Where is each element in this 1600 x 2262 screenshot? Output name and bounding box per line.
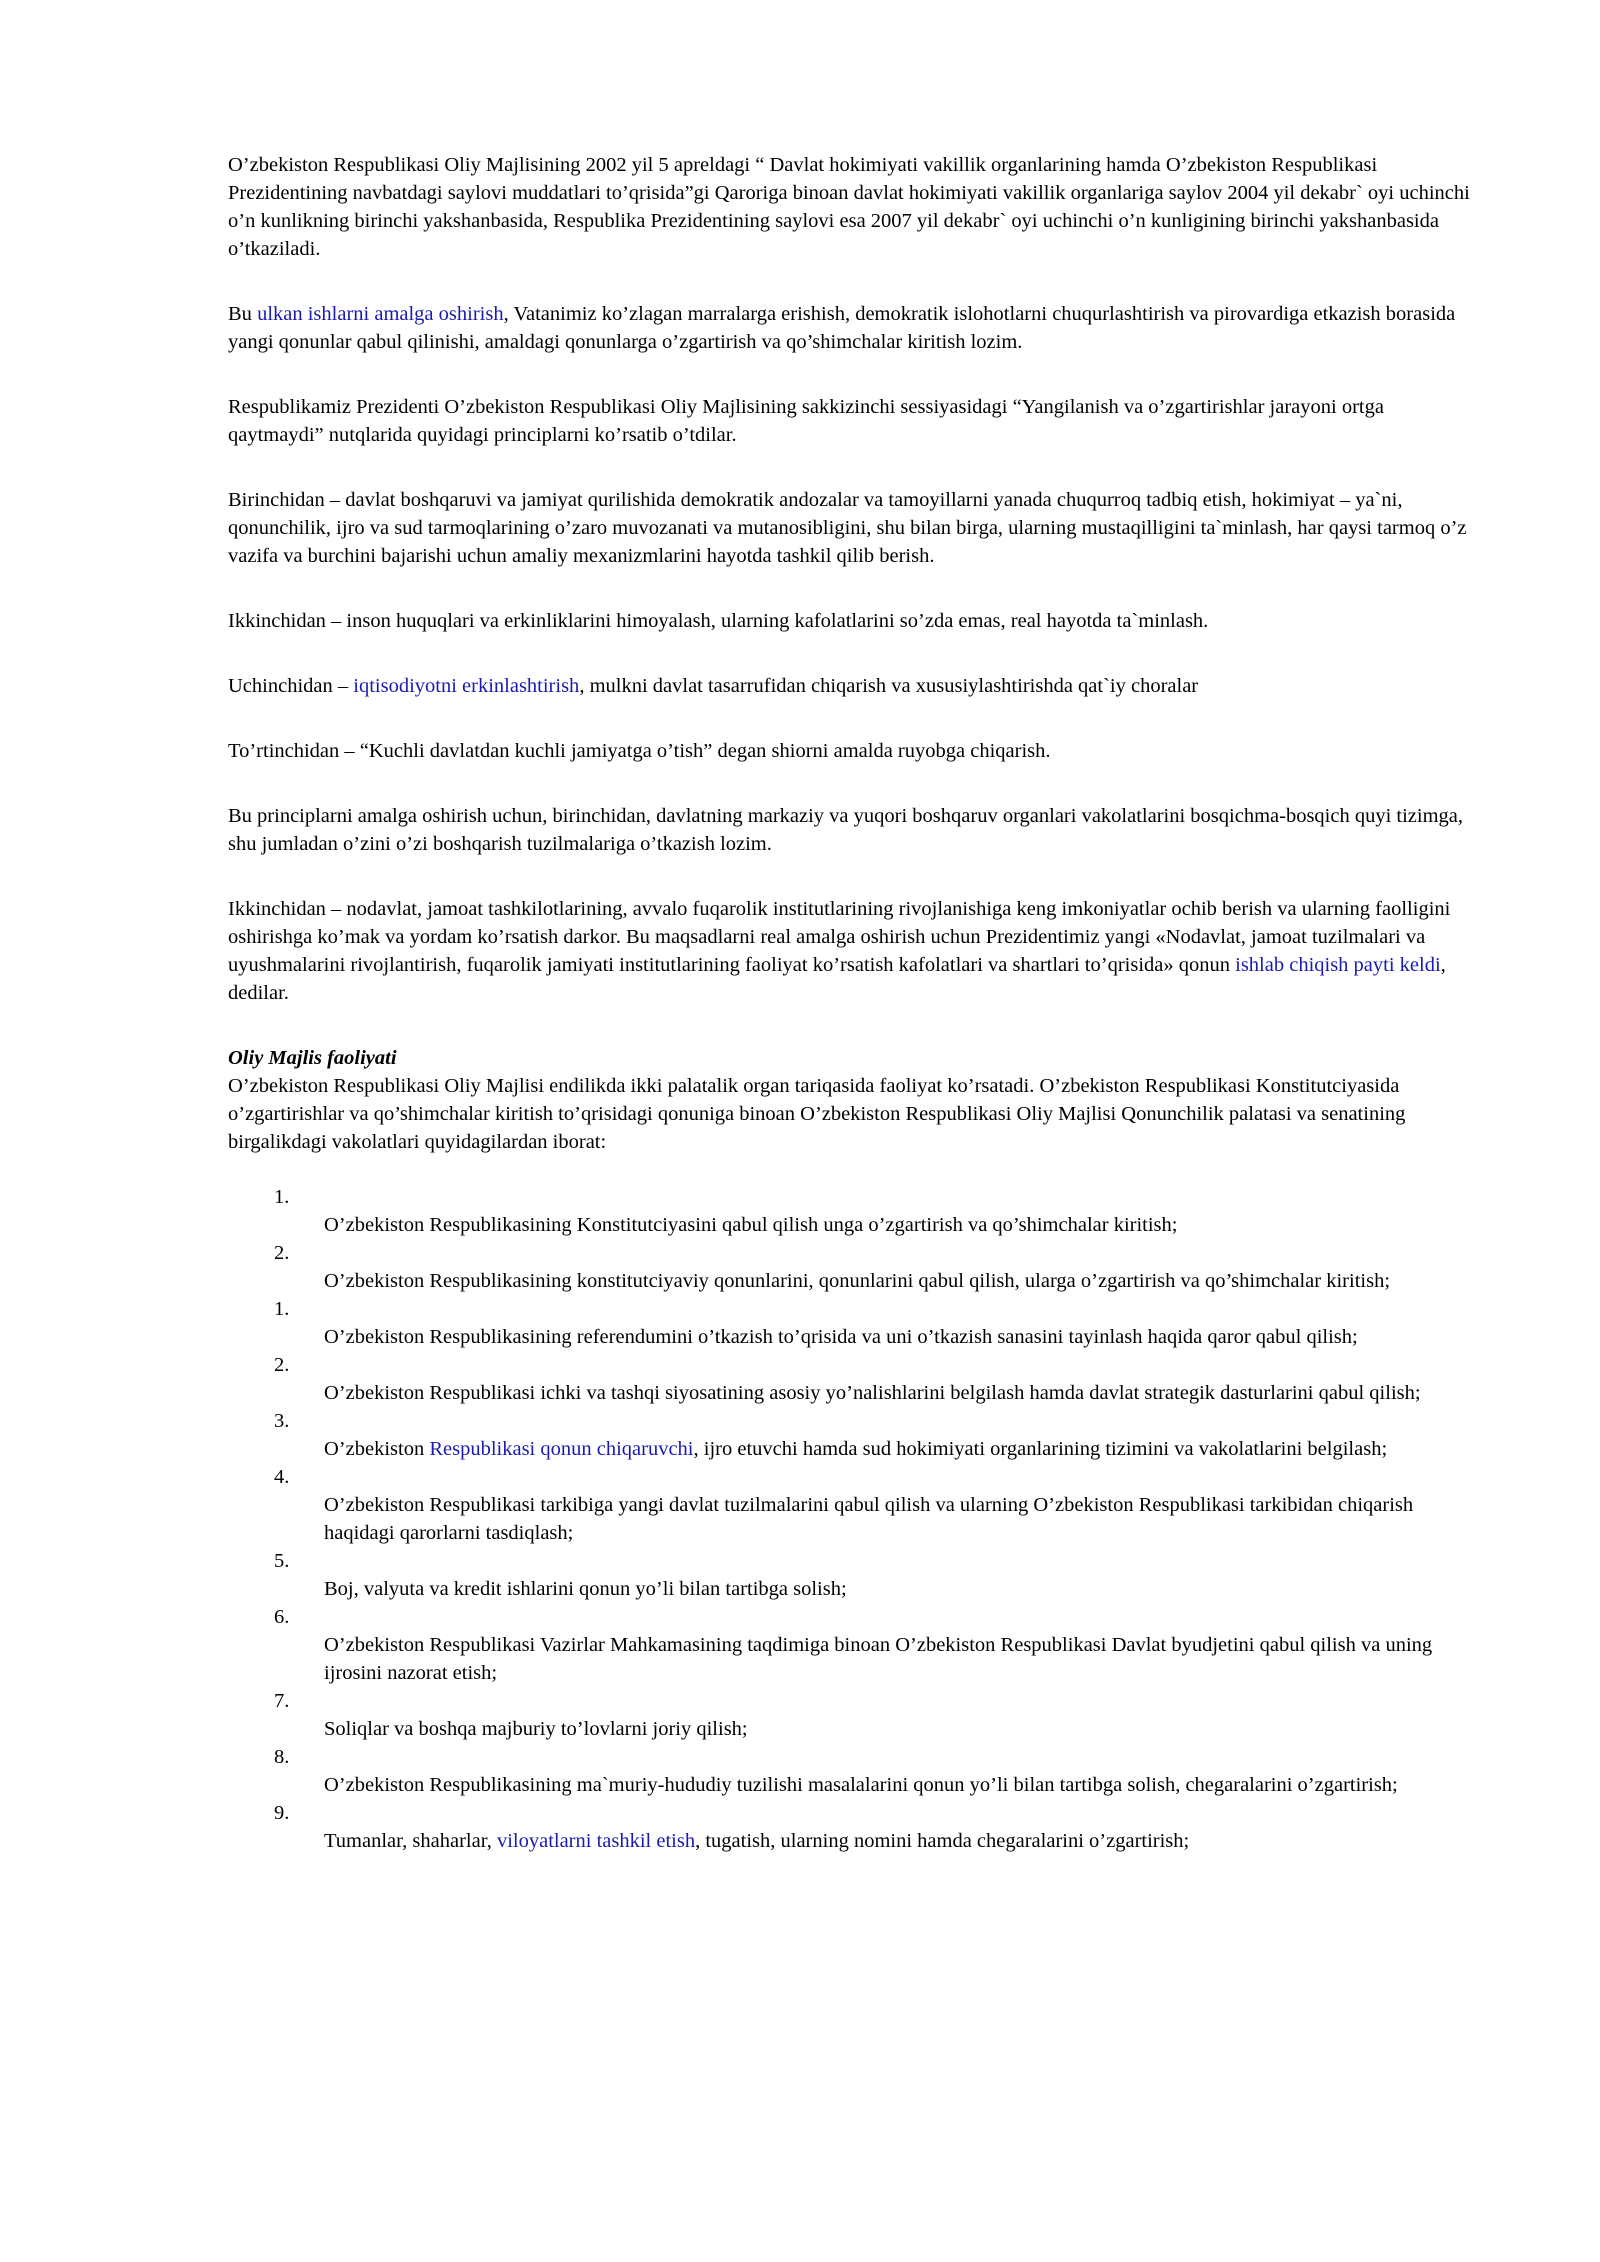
list-item-number: 2. xyxy=(274,1242,290,1264)
list-item-text: Boj, valyuta va kredit ishlarini qonun yo’li bilan tartibga solish; xyxy=(324,1578,847,1600)
paragraph-implementation: Bu principlarni amalga oshirish uchun, birinchidan, davlatning markaziy va yuqori boshqaruv organlari vakolatlarini bosqichma-bosqich quyi tizimga, shu jumladan o’zini o’zi boshqarish tuzilmalariga o’tkazish lozim. xyxy=(228,805,1464,855)
document-body xyxy=(228,151,1478,1855)
list-item xyxy=(228,1295,1478,1351)
link-qonun-chiqaruvchi[interactable]: Respublikasi qonun chiqaruvchi xyxy=(429,1438,694,1460)
list-item xyxy=(228,1183,1478,1239)
paragraph-text: Uchinchidan – xyxy=(228,675,354,697)
list-item-number: 6. xyxy=(274,1606,290,1628)
paragraph-text: , mulkni davlat tasarrufidan chiqarish va xususiylashtirishda qat`iy choralar xyxy=(579,675,1199,697)
list-item-number: 7. xyxy=(274,1690,290,1712)
list-item-text-part: O’zbekiston xyxy=(324,1438,430,1460)
list-item-text: O’zbekiston Respublikasi tarkibiga yangi davlat tuzilmalarini qabul qilish va ularning O’zbekiston Respublikasi tarkibidan chiqarish haqidagi qarorlarni tasdiqlash; xyxy=(324,1494,1414,1544)
paragraph-text: , dedilar. xyxy=(228,954,1446,1004)
list-item xyxy=(228,1407,1478,1463)
list-item xyxy=(228,1687,1478,1743)
paragraph-text: Ikkinchidan – nodavlat, jamoat tashkilotlarining, avvalo fuqarolik institutlarining rivojlanishiga keng imkoniyatlar ochib berish va ularning faolligini oshirishga ko’mak va yordam ko’rsatish darkor. Bu maqsadlarni real amalga oshirish uchun Prezidentimiz yangi «Nodavlat, jamoat tuzilmalari va uyushmalarini rivojlantirish, fuqarolik jamiyati institutlarining faoliyat ko’rsatish kafolatlari va shartlari to’qrisida» qonun xyxy=(228,898,1451,976)
paragraph-second-principle: Ikkinchidan – inson huquqlari va erkinliklarini himoyalash, ularning kafolatlarini so’zda emas, real hayotda ta`minlash. xyxy=(228,610,1209,632)
list-item xyxy=(228,1351,1478,1407)
list-item-text: O’zbekiston Respublikasining ma`muriy-hududiy tuzilishi masalalarini qonun yo’li bilan tartibga solish, chegaralarini o’zgartirish; xyxy=(324,1774,1398,1796)
list-item-number: 8. xyxy=(274,1746,290,1768)
paragraph-fourth-principle: To’rtinchidan – “Kuchli davlatdan kuchli jamiyatga o’tish” degan shiorni amalda ruyobga chiqarish. xyxy=(228,740,1051,762)
list-item-text: O’zbekiston Respublikasi ichki va tashqi siyosatining asosiy yo’nalishlarini belgilash hamda davlat strategik dasturlarini qabul qilish; xyxy=(324,1382,1421,1404)
joint-powers-list-a xyxy=(228,1183,1478,1295)
list-item-number: 5. xyxy=(274,1550,290,1572)
list-item-text: O’zbekiston Respublikasi Vazirlar Mahkamasining taqdimiga binoan O’zbekiston Respublikasi Davlat byudjetini qabul qilish va uning ijrosini nazorat etish; xyxy=(324,1634,1433,1684)
link-ulkan-ishlar[interactable]: ulkan ishlarni amalga oshirish xyxy=(257,303,504,325)
section-intro: O’zbekiston Respublikasi Oliy Majlisi endilikda ikki palatalik organ tariqasida faoliyat ko’rsatadi. O’zbekiston Respublikasi Konstitutciyasida o’zgartirishlar va qo’shimchalar kiritish to’qrisidagi qonuniga binoan O’zbekiston Respublikasi Oliy Majlisi Qonunchilik palatasi va senatining birgalikdagi vakolatlari quyidagilardan iborat: xyxy=(228,1075,1406,1153)
paragraph-president-speech: Respublikamiz Prezidenti O’zbekiston Respublikasi Oliy Majlisining sakkizinchi sessiyasidagi “Yangilanish va o’zgartirishlar jarayoni ortga qaytmaydi” nutqlarida quyidagi principlarni ko’rsatib o’tdilar. xyxy=(228,396,1384,446)
paragraph-text: , Vatanimiz ko’zlagan marralarga erishish, demokratik islohotlarni chuqurlashtirish va pirovardiga etkazish borasida yangi qonunlar qabul qilinishi, amaldagi qonunlarga o’zgartirish va qo’shimchalar kiritish lozim. xyxy=(228,303,1456,353)
list-item-text xyxy=(228,1435,1478,1463)
paragraph-election-dates: O’zbekiston Respublikasi Oliy Majlisining 2002 yil 5 apreldagi “ Davlat hokimiyati vakillik organlarining hamda O’zbekiston Respublikasi Prezidentining navbatdagi saylovi muddatlari to’qrisida”gi Qaroriga binoan davlat hokimiyati vakillik organlariga saylov 2004 yil dekabr` oyi uchinchi o’n kunlikning birinchi yakshanbasida, Respublika Prezidentining saylovi esa 2007 yil dekabr` oyi uchinchi o’n kunligining birinchi yakshanbasida o’tkaziladi. xyxy=(228,154,1470,260)
list-item-text-part: , tugatish, ularning nomini hamda chegaralarini o’zgartirish; xyxy=(695,1830,1190,1852)
list-item xyxy=(228,1547,1478,1603)
paragraph-first-principle: Birinchidan – davlat boshqaruvi va jamiyat qurilishida demokratik andozalar va tamoyillarni yanada chuqurroq tadbiq etish, hokimiyat – ya`ni, qonunchilik, ijro va sud tarmoqlarining o’zaro muvozanati va mutanosibligini, shu bilan birga, ularning mustaqilligini ta`minlash, har qaysi tarmoq o’z vazifa va burchini bajarishi uchun amaliy mexanizmlarini hayotda tashkil qilib berish. xyxy=(228,489,1467,567)
list-item-number: 4. xyxy=(274,1466,290,1488)
link-viloyatlar[interactable]: viloyatlarni tashkil etish xyxy=(496,1830,696,1852)
joint-powers-list-b xyxy=(228,1295,1478,1855)
list-item-text: O’zbekiston Respublikasining referendumini o’tkazish to’qrisida va uni o’tkazish sanasini tayinlash haqida qaror qabul qilish; xyxy=(324,1326,1358,1348)
list-item xyxy=(228,1799,1478,1855)
list-item-number: 9. xyxy=(274,1802,290,1824)
paragraph-text: Bu xyxy=(228,303,258,325)
list-item-text xyxy=(228,1827,1478,1855)
paragraph-civil-society xyxy=(228,895,1478,1007)
list-item xyxy=(228,1603,1478,1687)
list-item-text: O’zbekiston Respublikasining konstitutciyaviy qonunlarini, qonunlarini qabul qilish, ularga o’zgartirish va qo’shimchalar kiritish; xyxy=(324,1270,1391,1292)
list-item-number: 2. xyxy=(274,1354,290,1376)
link-iqtisodiyot[interactable]: iqtisodiyotni erkinlashtirish xyxy=(353,675,580,697)
list-item xyxy=(228,1463,1478,1547)
list-item-text: O’zbekiston Respublikasining Konstitutciyasini qabul qilish unga o’zgartirish va qo’shimchalar kiritish; xyxy=(324,1214,1178,1236)
list-item-number: 3. xyxy=(274,1410,290,1432)
section-heading: Oliy Majlis faoliyati xyxy=(228,1047,397,1069)
paragraph-third-principle xyxy=(228,672,1478,700)
list-item-text-part: Tumanlar, shaharlar, xyxy=(324,1830,497,1852)
link-ishlab-chiqish[interactable]: ishlab chiqish payti keldi xyxy=(1235,954,1441,976)
list-item-number: 1. xyxy=(274,1186,290,1208)
list-item-text-part: , ijro etuvchi hamda sud hokimiyati organlarining tizimini va vakolatlarini belgilash; xyxy=(693,1438,1388,1460)
list-item-number: 1. xyxy=(274,1298,290,1320)
list-item-text: Soliqlar va boshqa majburiy to’lovlarni joriy qilish; xyxy=(324,1718,748,1740)
list-item xyxy=(228,1743,1478,1799)
paragraph-new-laws xyxy=(228,300,1478,356)
list-item xyxy=(228,1239,1478,1295)
